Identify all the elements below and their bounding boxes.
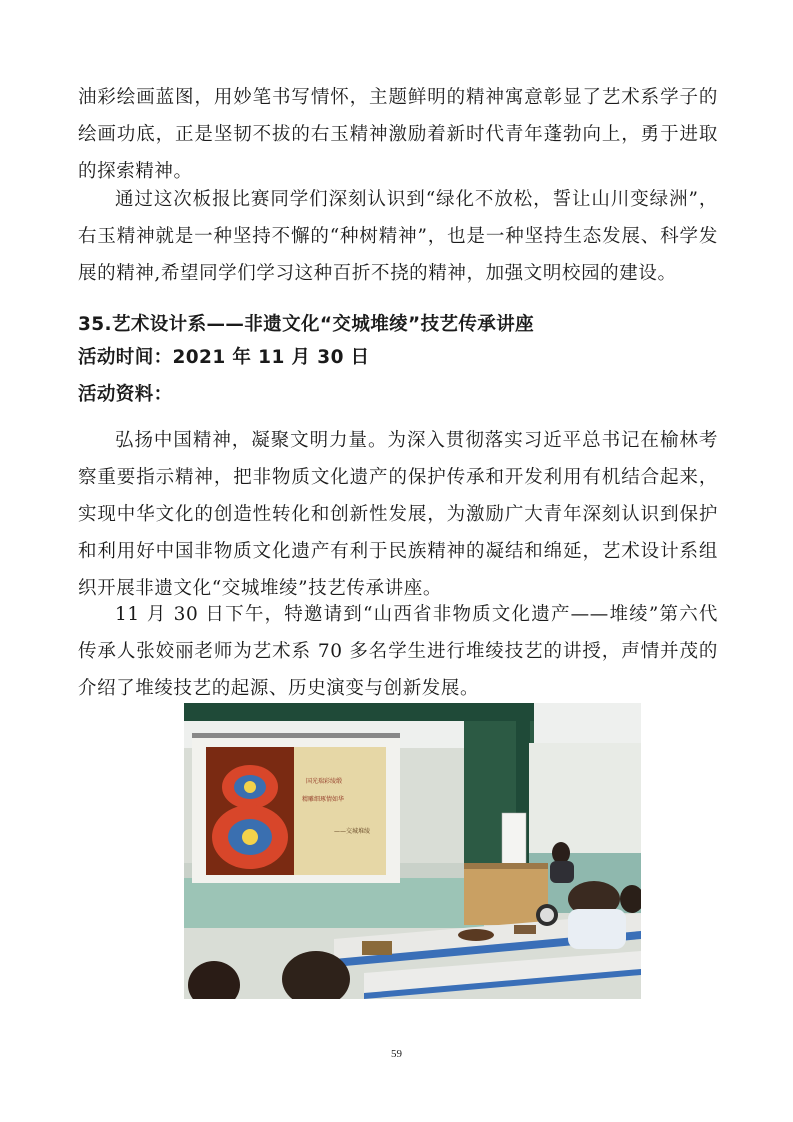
- paragraph-lecture-purpose: 弘扬中国精神，凝聚文明力量。为深入贯彻落实习近平总书记在榆林考察重要指示精神，把非物质文化遗产的保护传承和开发利用有机结合起来，实现中华文化的创造性转化和创新性发展，为激励广大青年深刻认识到保护和利用好中国非物质文化遗产有利于民族精神的凝结和绵延，艺术设计系组织开展非遗文化“交城堆绫”技艺传承讲座。: [78, 430, 718, 599]
- paragraph-lecture-details: 11 月 30 日下午，特邀请到“山西省非物质文化遗产——堆绫”第六代传承人张姣丽老师为艺术系 70 多名学生进行堆绫技艺的讲授，声情并茂的介绍了堆绫技艺的起源、历史演变与创新发展。: [78, 604, 718, 699]
- slide-text-line3: ——交城堆绫: [334, 828, 371, 835]
- activity-time: 活动时间：2021 年 11 月 30 日: [78, 347, 370, 368]
- slide-text-line2: 精雕细琢情如华: [302, 796, 345, 803]
- page-number: 59: [391, 1048, 402, 1060]
- activity-materials-label: 活动资料：: [78, 384, 173, 405]
- continued-paragraph: 油彩绘画蓝图，用妙笔书写情怀，主题鲜明的精神寓意彰显了艺术系学子的绘画功底，正是坚韧不拔的右玉精神激励着新时代青年蓬勃向上，勇于进取的探索精神。: [78, 87, 718, 182]
- section-title: 35.艺术设计系——非遗文化“交城堆绫”技艺传承讲座: [78, 314, 534, 335]
- paragraph-board-contest-summary: 通过这次板报比赛同学们深刻认识到“绿化不放松，誓让山川变绿洲”，右玉精神就是一种坚持不懈的“种树精神”，也是一种坚持生态发展、科学发展的精神,希望同学们学习这种百折不挠的精神，加强文明校园的建设。: [78, 189, 718, 284]
- lecture-photo: [184, 703, 641, 999]
- slide-text-line1: 国光瑞彩绫缎: [306, 778, 343, 785]
